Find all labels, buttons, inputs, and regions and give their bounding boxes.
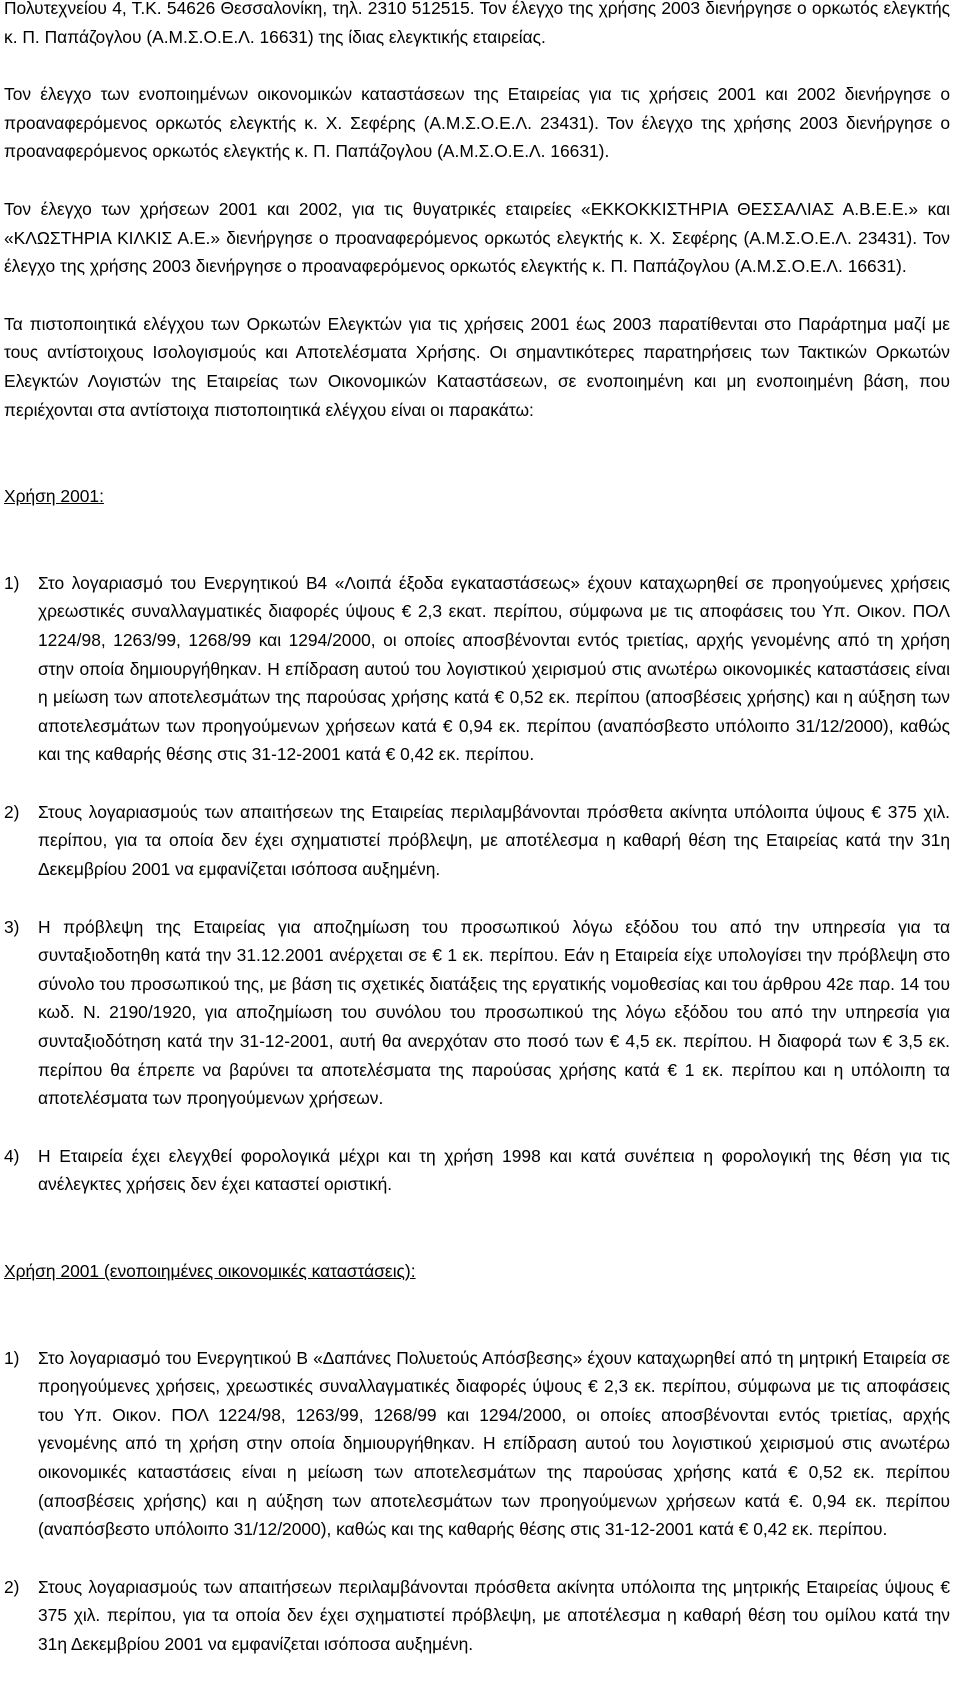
section-heading-2001-consolidated: Χρήση 2001 (ενοποιημένες οικονομικές καταστάσεις): xyxy=(4,1261,416,1281)
list-item xyxy=(4,1142,950,1199)
list-item-text: Η Εταιρεία έχει ελεγχθεί φορολογικά μέχρι και τη χρήση 1998 και κατά συνέπεια η φορολογική της θέση για τις ανέλεγκτες χρήσεις δεν έχει καταστεί οριστική. xyxy=(38,1145,950,1195)
section-heading-2001: Χρήση 2001: xyxy=(4,486,104,507)
list-item xyxy=(4,1573,950,1659)
list-item-number: 1) xyxy=(4,572,20,593)
paragraph-consolidated-audit: Τον έλεγχο των ενοποιημένων οικονομικών καταστάσεων της Εταιρείας για τις χρήσεις 2001 και 2002 διενήργησε ο προαναφερόμενος ορκωτός ελεγκτής κ. Χ. Σεφέρης (Α.Μ.Σ.Ο.Ε.Λ. 23431). Τον έλεγχο της χρήσης 2003 διενήργησε ο προαναφερόμενος ορκωτός ελεγκτής κ. Π. Παπάζογλου (Α.Μ.Σ.Ο.Ε.Λ. 16631). xyxy=(4,84,950,162)
list-item xyxy=(4,913,950,1113)
list-item-number: 1) xyxy=(4,1347,20,1368)
list-item-text: Στο λογαριασμό του Ενεργητικού Β «Δαπάνες Πολυετούς Απόσβεσης» έχουν καταχωρηθεί από τη μητρική Εταιρεία σε προηγούμενες χρήσεις, χρεωστικές συναλλαγματικές διαφορές ύψους € 2,3 εκ. περίπου, σύμφωνα με τις αποφάσεις του Υπ. Οικον. ΠΟΛ 1224/98, 1263/99, 1268/99 και 1294/2000, οι οποίες αποσβένονται εντός τριετίας, αρχής γενομένης από τη χρήση στην οποία δημιουργήθηκαν. Η επίδραση αυτού του λογιστικού χειρισμού στις ανωτέρω οικονομικές καταστάσεις είναι η μείωση των αποτελεσμάτων της παρούσας χρήσης κατά € 0,52 εκ. περίπου (αποσβέσεις χρήσης) και η αύξηση των αποτελεσμάτων των προηγούμενων χρήσεων κατά €. 0,94 εκ. περίπου (αναπόσβεστο υπόλοιπο 31/12/2000), καθώς και της καθαρής θέσης στις 31-12-2001 κατά € 0,42 εκ. περίπου. xyxy=(38,1347,950,1540)
list-item-number: 2) xyxy=(4,801,20,822)
list-item xyxy=(4,569,950,769)
paragraph-certificates: Τα πιστοποιητικά ελέγχου των Ορκωτών Ελεγκτών για τις χρήσεις 2001 έως 2003 παρατίθενται στο Παράρτημα μαζί με τους αντίστοιχους Ισολογισμούς και Αποτελέσματα Χρήσης. Οι σημαντικότερες παρατηρήσεις των Τακτικών Ορκωτών Ελεγκτών Λογιστών της Εταιρείας των Οικονομικών Καταστάσεων, σε ενοποιημένη και μη ενοποιημένη βάση, που περιέχονται στα αντίστοιχα πιστοποιητικά ελέγχου είναι οι παρακάτω: xyxy=(4,313,950,420)
list-item-number: 2) xyxy=(4,1576,20,1597)
list-item-text: Στους λογαριασμούς των απαιτήσεων της Εταιρείας περιλαμβάνονται πρόσθετα ακίνητα υπόλοιπα ύψους € 375 χιλ. περίπου, για τα οποία δεν έχει σχηματιστεί πρόβλεψη, με αποτέλεσμα η καθαρή θέση της Εταιρείας κατά την 31η Δεκεμβρίου 2001 να εμφανίζεται ισόποσα αυξημένη. xyxy=(38,801,950,880)
list-item-text: Η πρόβλεψη της Εταιρείας για αποζημίωση του προσωπικού λόγω εξόδου του από την υπηρεσία για τα συνταξιοδοτηθη κατά την 31.12.2001 ανέρχεται σε € 1 εκ. περίπου. Εάν η Εταιρεία είχε υπολογίσει την πρόβλεψη στο σύνολο του προσωπικού της, με βάση τις σχετικές διατάξεις της εργατικής νομοθεσίας και του άρθρου 42ε παρ. 14 του κωδ. Ν. 2190/1920, για αποζημίωση του συνόλου του προσωπικού της λόγω εξόδου του από την υπηρεσία για συνταξιοδότηση κατά την 31-12-2001, αυτή θα ανερχόταν στο ποσό των € 4,5 εκ. περίπου. Η διαφορά των € 3,5 εκ. περίπου θα έπρεπε να βαρύνει τα αποτελέσματα της παρούσας χρήσης κατά € 1 εκ. περίπου και η υπόλοιπη τα αποτελέσματα των προηγούμενων χρήσεων. xyxy=(38,916,950,1109)
list-item-text: Στους λογαριασμούς των απαιτήσεων περιλαμβάνονται πρόσθετα ακίνητα υπόλοιπα της μητρικής Εταιρείας ύψους € 375 χιλ. περίπου, για τα οποία δεν έχει σχηματιστεί πρόβλεψη, με αποτέλεσμα η καθαρή θέση του ομίλου κατά την 31η Δεκεμβρίου 2001 να εμφανίζεται ισόποσα αυξημένη. xyxy=(38,1576,950,1654)
list-item xyxy=(4,798,950,884)
paragraph-subsidiaries-audit: Τον έλεγχο των χρήσεων 2001 και 2002, για τις θυγατρικές εταιρείες «ΕΚΚΟΚΚΙΣΤΗΡΙΑ ΘΕΣΣΑΛΙΑΣ Α.Β.Ε.Ε.» και «ΚΛΩΣΤΗΡΙΑ ΚΙΛΚΙΣ Α.Ε.» διενήργησε ο προαναφερόμενος ορκωτός ελεγκτής κ. Χ. Σεφέρης (Α.Μ.Σ.Ο.Ε.Λ. 23431). Τον έλεγχο της χρήσης 2003 διενήργησε ο προαναφερόμενος ορκωτός ελεγκτής κ. Π. Παπάζογλου (Α.Μ.Σ.Ο.Ε.Λ. 16631). xyxy=(4,198,950,277)
list-item-number: 3) xyxy=(4,916,20,937)
list-item-text: Στο λογαριασμό του Ενεργητικού Β4 «Λοιπά έξοδα εγκαταστάσεως» έχουν καταχωρηθεί σε προηγούμενες χρήσεις χρεωστικές συναλλαγματικές διαφορές ύψους € 2,3 εκατ. περίπου, σύμφωνα με τις αποφάσεις του Υπ. Οικον. ΠΟΛ 1224/98, 1263/99, 1268/99 και 1294/2000, οι οποίες αποσβένονται εντός τριετίας, αρχής γενομένης από τη χρήση στην οποία δημιουργήθηκαν. Η επίδραση αυτού του λογιστικού χειρισμού στις ανωτέρω οικονομικές καταστάσεις είναι η μείωση των αποτελεσμάτων της παρούσας χρήσης κατά € 0,52 εκ. περίπου (αποσβέσεις χρήσης) και η αύξηση των αποτελεσμάτων των προηγούμενων χρήσεων κατά € 0,94 εκ. περίπου (αναπόσβεστο υπόλοιπο 31/12/2000), καθώς και της καθαρής θέσης στις 31-12-2001 κατά € 0,42 εκ. περίπου. xyxy=(38,572,950,765)
paragraph-auditors-2003: Πολυτεχνείου 4, Τ.Κ. 54626 Θεσσαλονίκη, τηλ. 2310 512515. Τον έλεγχο της χρήσης 2003 διενήργησε ο ορκωτός ελεγκτής κ. Π. Παπάζογλου (Α.Μ.Σ.Ο.Ε.Λ. 16631) της ίδιας ελεγκτικής εταιρείας. xyxy=(4,0,950,47)
list-item xyxy=(4,1344,950,1544)
list-item-number: 4) xyxy=(4,1145,20,1166)
